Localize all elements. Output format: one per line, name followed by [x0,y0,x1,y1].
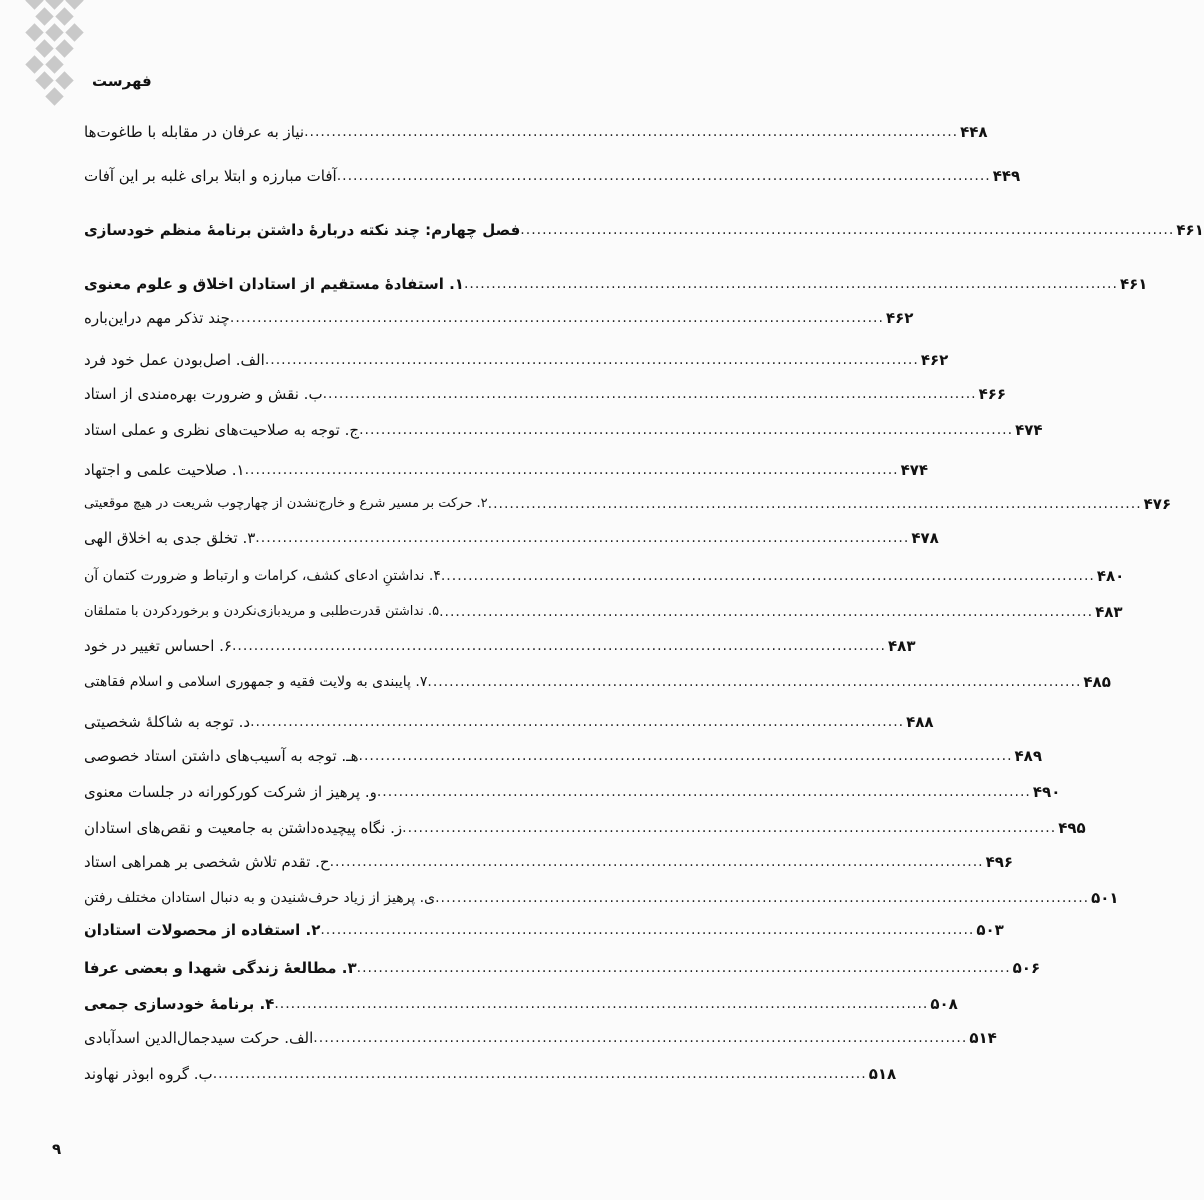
toc-title: ب. نقش و ضرورت بهره‌مندی از استاد [84,385,323,403]
toc-page: ۴۷۴ [900,461,929,479]
toc-title: ب. گروه ابوذر نهاوند [84,1065,213,1083]
toc-entry [80,842,1014,874]
toc-entry [80,450,929,482]
toc-entry [80,1054,897,1086]
page-header: فهرست [92,72,152,90]
toc-title: چند تذکر مهم دراین‌باره [84,309,230,327]
dot-leader: ........................................................................................................................ [359,422,1014,438]
toc-title: فصل چهارم: چند نکته دربارهٔ داشتن برنامهٔ منظم خودسازی [84,221,521,239]
toc-entry [80,156,1021,188]
toc-page: ۴۷۴ [1015,421,1043,439]
toc-page: ۴۷۶ [1143,495,1172,513]
toc-page: ۵۰۸ [930,995,958,1013]
dot-leader: ........................................................................................................................ [402,820,1057,836]
dot-leader: ........................................................................................................................ [229,310,884,326]
toc-title: الف. حرکت سیدجمال‌الدین اسدآبادی [84,1029,314,1047]
toc-title: د. توجه به شاکلهٔ شخصیتی [84,713,251,731]
dot-leader: ........................................................................................................................ [304,124,959,140]
toc-entry [80,264,1148,296]
dot-leader: ........................................................................................................................ [313,1030,968,1046]
toc-title: الف. اصل‌بودن عمل خود فرد [84,351,265,369]
toc-title: ۱. استفادهٔ مستقیم از استادان اخلاق و علوم معنوی [84,275,464,293]
toc-entry [80,910,1004,942]
toc-page: ۴۴۸ [960,123,988,141]
toc-page: ۴۸۸ [906,713,934,731]
dot-leader: ........................................................................................................................ [356,960,1011,976]
toc-page: ۵۱۴ [969,1029,997,1047]
toc-page: ۴۶۱ [1119,275,1148,293]
toc-page: ۵۰۱ [1091,889,1119,907]
toc-entry [80,702,934,734]
toc-title: ۳. تخلق جدی به اخلاق الهی [84,529,256,547]
toc-entry [80,210,1204,242]
toc-page: ۴۸۳ [888,637,916,655]
toc-title: ۶. احساس تغییر در خود [84,637,232,655]
toc-entry [80,878,1119,910]
toc-entry [80,948,1041,980]
toc-title: ۴. نداشتنِ ادعای کشف، کرامات و ارتباط و ضرورت کتمان آن [84,568,441,584]
dot-leader: ........................................................................................................................ [463,276,1118,292]
toc-page: ۵۰۳ [976,921,1004,939]
toc-title: ح. تقدم تلاش شخصی بر همراهی استاد [84,853,330,871]
toc-title: آفات مبارزه و ابتلا برای غلبه بر این آفات [84,167,337,185]
toc-page: ۴۶۲ [920,351,949,369]
dot-leader: ........................................................................................................................ [244,462,899,478]
dot-leader: ........................................................................................................................ [322,386,977,402]
dot-leader: ........................................................................................................................ [264,352,919,368]
toc-title: ۵. نداشتن قدرت‌طلبی و مریدبازی‌نکردن و برخوردکردن با متملقان [84,604,440,619]
dot-leader: ........................................................................................................................ [320,922,975,938]
dot-leader: ........................................................................................................................ [255,530,910,546]
toc-title: ج. توجه به صلاحیت‌های نظری و عملی استاد [84,421,360,439]
dot-leader: ........................................................................................................................ [376,784,1031,800]
toc-page: ۵۱۸ [868,1065,897,1083]
toc-page: ۵۰۶ [1012,959,1041,977]
toc-page: ۴۸۳ [1095,603,1123,621]
toc-page: ۴۹۰ [1032,783,1061,801]
toc-entry [80,626,916,658]
toc-entry [80,736,1042,768]
toc-title: ۴. برنامهٔ خودسازی جمعی [84,995,275,1013]
toc-title: ی. پرهیز از زیاد حرف‌شنیدن و به دنبال استادان مختلف رفتن [84,890,436,906]
dot-leader: ........................................................................................................................ [520,222,1175,238]
dot-leader: ........................................................................................................................ [439,604,1094,620]
toc-page: ۴۸۵ [1083,673,1111,691]
toc-title: ۳. مطالعهٔ زندگی شهدا و بعضی عرفا [84,959,357,977]
toc-entry [80,374,1007,406]
dot-leader: ........................................................................................................................ [212,1066,867,1082]
toc-entry [80,772,1061,804]
dot-leader: ........................................................................................................................ [329,854,984,870]
dot-leader: ........................................................................................................................ [274,996,929,1012]
toc-page: ۴۷۸ [911,529,939,547]
toc-entry [80,518,939,550]
toc-entry [80,984,958,1016]
dot-leader: ........................................................................................................................ [440,568,1095,584]
toc-title: نیاز به عرفان در مقابله با طاغوت‌ها [84,123,305,141]
dot-leader: ........................................................................................................................ [250,714,905,730]
toc-title: ۷. پایبندی به ولایت فقیه و جمهوری اسلامی و اسلام فقاهتی [84,674,428,690]
toc-page: ۴۴۹ [992,167,1021,185]
toc-page: ۴۸۹ [1014,747,1042,765]
toc-entry [80,1018,997,1050]
toc-page: ۴۶۲ [885,309,914,327]
toc-title: و. پرهیز از شرکت کورکورانه در جلسات معنوی [84,783,377,801]
toc-entry [80,484,1172,516]
dot-leader: ........................................................................................................................ [231,638,887,654]
dot-leader: ........................................................................................................................ [336,168,991,184]
toc-entry [80,298,914,330]
dot-leader: ........................................................................................................................ [427,674,1082,690]
toc-page: ۴۹۵ [1058,819,1086,837]
toc-title: ۲. استفاده از محصولات استادان [84,921,321,939]
toc-entry [80,556,1125,588]
toc-page: ۴۶۱ [1176,221,1204,239]
toc-page: ۴۸۰ [1096,567,1125,585]
toc-entry [80,112,988,144]
toc-page: ۴۹۶ [985,853,1014,871]
toc-page: ۴۶۶ [978,385,1007,403]
dot-leader: ........................................................................................................................ [435,890,1090,906]
toc-entry [80,808,1086,840]
toc-title: ز. نگاه پیچیده‌داشتن به جامعیت و نقص‌های استادان [84,819,403,837]
toc-entry [80,410,1043,442]
dot-leader: ........................................................................................................................ [487,496,1142,512]
dot-leader: ........................................................................................................................ [358,748,1013,764]
page-number: ۹ [52,1140,62,1158]
toc-title: ۲. حرکت بر مسیر شرع و خارج‌نشدن از چهارچوب شریعت در هیچ موقعیتی [84,496,488,511]
toc-entry [80,340,949,372]
toc-entry [80,592,1123,624]
toc-entry [80,662,1111,694]
toc-title: هـ. توجه به آسیب‌های داشتن استاد خصوصی [84,747,359,765]
toc-title: ۱. صلاحیت علمی و اجتهاد [84,461,245,479]
